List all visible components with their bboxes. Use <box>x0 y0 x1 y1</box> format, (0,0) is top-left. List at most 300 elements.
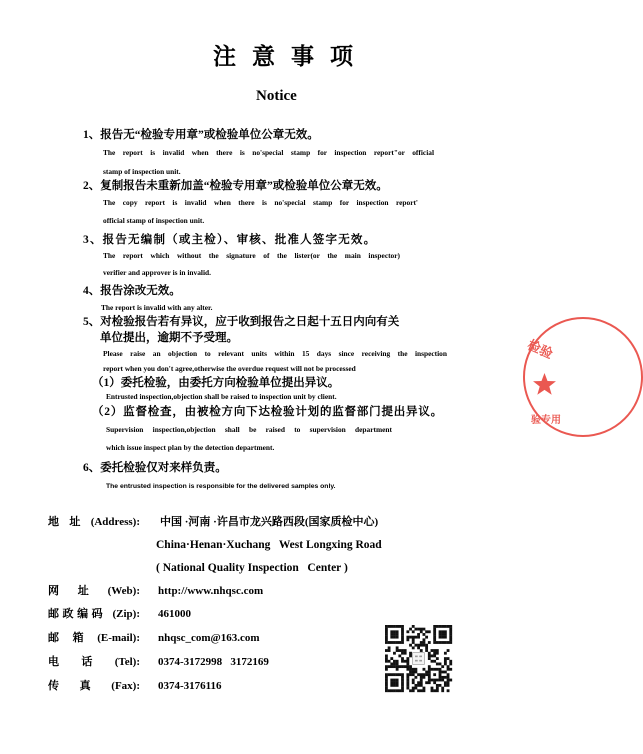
qr-module <box>385 676 388 679</box>
qr-module <box>390 689 393 692</box>
qr-module <box>441 665 444 668</box>
qr-module <box>417 684 420 687</box>
qr-module <box>449 636 452 639</box>
qr-module <box>431 679 434 682</box>
qr-module <box>388 625 391 628</box>
qr-module <box>436 679 439 682</box>
qr-module <box>447 676 450 679</box>
qr-module <box>436 684 439 687</box>
qr-module <box>396 673 399 676</box>
qr-module <box>428 652 431 655</box>
qr-module <box>417 628 420 631</box>
qr-module <box>425 673 428 676</box>
qr-module <box>412 636 415 639</box>
qr-module <box>396 641 399 644</box>
qr-module <box>412 668 415 671</box>
qr-module <box>406 676 409 679</box>
qr-module <box>431 654 434 657</box>
qr-module <box>390 636 393 639</box>
email-label: 邮 箱 (E-mail): <box>48 632 140 644</box>
qr-module <box>396 679 399 682</box>
qr-module <box>420 641 423 644</box>
qr-module <box>409 654 412 657</box>
qr-module <box>412 687 415 690</box>
qr-module <box>439 679 442 682</box>
qr-module <box>447 657 450 660</box>
qr-module <box>433 654 436 657</box>
qr-module <box>441 689 444 692</box>
notice-item-5-en-line-2: report when you don't agree,otherwise the overdue request will not be processed <box>103 364 356 373</box>
qr-module <box>390 630 393 633</box>
qr-module <box>441 633 444 636</box>
qr-module <box>444 636 447 639</box>
qr-module <box>401 636 404 639</box>
qr-module <box>396 681 399 684</box>
qr-module <box>447 679 450 682</box>
qr-module <box>412 671 415 674</box>
qr-module <box>385 633 388 636</box>
qr-module <box>439 673 442 676</box>
qr-module <box>423 641 426 644</box>
notice-subitem-2-zh: （2）监督检查，由被检方向下达检验计划的监督部门提出异议。 <box>92 406 443 418</box>
qr-module <box>433 652 436 655</box>
qr-module <box>401 676 404 679</box>
qr-module <box>390 679 393 682</box>
qr-module <box>428 671 431 674</box>
qr-module <box>428 679 431 682</box>
qr-module <box>433 636 436 639</box>
qr-module <box>423 668 426 671</box>
qr-module <box>414 687 417 690</box>
qr-module <box>401 684 404 687</box>
qr-module <box>420 676 423 679</box>
qr-module <box>431 687 434 690</box>
qr-module <box>412 641 415 644</box>
qr-module <box>449 628 452 631</box>
qr-module <box>385 679 388 682</box>
qr-module <box>414 684 417 687</box>
qr-module <box>444 681 447 684</box>
qr-module <box>390 665 393 668</box>
qr-module <box>433 679 436 682</box>
qr-module <box>417 681 420 684</box>
notice-item-2-zh: 2、复制报告未重新加盖“检验专用章”或检验单位公章无效。 <box>83 180 388 192</box>
qr-module <box>396 636 399 639</box>
qr-module <box>412 646 415 649</box>
qr-module <box>423 673 426 676</box>
qr-module <box>436 641 439 644</box>
fax-number: 0374-3176116 <box>158 680 222 692</box>
qr-module <box>428 668 431 671</box>
web-label: 网 址 (Web): <box>48 585 140 597</box>
tel-label: 电 话 (Tel): <box>48 656 140 668</box>
qr-module <box>390 633 393 636</box>
qr-module <box>420 628 423 631</box>
qr-module <box>433 641 436 644</box>
notice-item-5-zh-line-1: 5、对检验报告若有异议，应于收到报告之日起十五日内向有关 <box>83 316 400 328</box>
qr-module <box>393 673 396 676</box>
qr-module <box>385 681 388 684</box>
notice-item-1-en-line-2: stamp of inspection unit. <box>103 167 181 176</box>
qr-module <box>449 630 452 633</box>
qr-module <box>436 689 439 692</box>
qr-module <box>406 679 409 682</box>
qr-module <box>447 641 450 644</box>
notice-subitem-1-zh: （1）委托检验，由委托方向检验单位提出异议。 <box>92 377 340 389</box>
notice-subitem-2-en-line-1: Supervision inspection,objection shall be raised to supervision department <box>106 425 392 434</box>
qr-module <box>414 668 417 671</box>
qr-module <box>396 668 399 671</box>
qr-module <box>444 630 447 633</box>
qr-module <box>401 673 404 676</box>
qr-module <box>412 630 415 633</box>
notice-item-3-en-line-1: The report which without the signature of the lister(or the main inspector) <box>103 251 400 260</box>
qr-module <box>388 665 391 668</box>
qr-module <box>423 689 426 692</box>
qr-module <box>447 625 450 628</box>
qr-module <box>433 649 436 652</box>
qr-module <box>398 654 401 657</box>
qr-module <box>385 641 388 644</box>
qr-module <box>393 652 396 655</box>
notice-item-3-en-line-2: verifier and approver is in invalid. <box>103 268 211 277</box>
qr-module <box>433 638 436 641</box>
qr-module <box>433 681 436 684</box>
qr-module <box>396 625 399 628</box>
qr-module <box>388 673 391 676</box>
qr-module <box>385 654 388 657</box>
qr-module <box>433 673 436 676</box>
qr-module <box>396 649 399 652</box>
notice-item-4-zh: 4、报告涂改无效。 <box>83 285 181 297</box>
qr-module <box>420 684 423 687</box>
qr-module <box>433 625 436 628</box>
qr-module <box>385 630 388 633</box>
qr-module <box>433 660 436 663</box>
qr-module <box>439 668 442 671</box>
qr-module <box>390 663 393 666</box>
notice-item-3-zh: 3、报告无编制（或主检）、审核、批准人签字无效。 <box>83 234 377 246</box>
qr-module <box>409 652 412 655</box>
qr-module <box>401 679 404 682</box>
qr-code-icon <box>385 625 452 692</box>
qr-module <box>425 630 428 633</box>
qr-module <box>398 649 401 652</box>
qr-module <box>439 671 442 674</box>
qr-module <box>390 681 393 684</box>
qr-module <box>423 644 426 647</box>
qr-module <box>385 665 388 668</box>
qr-module <box>449 668 452 671</box>
qr-module <box>401 630 404 633</box>
qr-module <box>388 649 391 652</box>
notice-subitem-2-en-line-2: which issue inspect plan by the detection department. <box>106 443 275 452</box>
qr-module <box>444 671 447 674</box>
qr-module <box>385 657 388 660</box>
qr-module <box>390 641 393 644</box>
notice-item-6-en: The entrusted inspection is responsible for the delivered samples only. <box>106 483 336 490</box>
qr-module <box>423 676 426 679</box>
qr-module <box>406 660 409 663</box>
qr-module <box>398 673 401 676</box>
qr-module <box>385 687 388 690</box>
qr-module <box>444 633 447 636</box>
qr-module <box>433 630 436 633</box>
qr-module <box>417 646 420 649</box>
qr-module <box>409 665 412 668</box>
notice-subitem-1-en: Entrusted inspection,objection shall be raised to inspection unit by client. <box>106 392 337 401</box>
qr-module <box>393 663 396 666</box>
qr-module <box>396 663 399 666</box>
qr-module <box>412 681 415 684</box>
qr-module <box>396 633 399 636</box>
qr-module <box>425 649 428 652</box>
qr-module <box>436 687 439 690</box>
notice-item-1-en-line-1: The report is invalid when there is no'special stamp for inspection report"or official <box>103 148 434 157</box>
qr-module <box>444 660 447 663</box>
qr-module <box>428 676 431 679</box>
qr-module <box>441 679 444 682</box>
notice-item-5-en-line-1: Please raise an objection to relevant units within 15 days since receiving the inspection <box>103 349 447 358</box>
qr-module <box>447 684 450 687</box>
qr-module <box>406 638 409 641</box>
qr-module <box>417 644 420 647</box>
qr-module <box>401 681 404 684</box>
qr-module <box>436 652 439 655</box>
qr-module <box>385 638 388 641</box>
qr-module <box>436 668 439 671</box>
qr-module <box>414 676 417 679</box>
notice-item-1-zh: 1、报告无“检验专用章”或检验单位公章无效。 <box>83 129 319 141</box>
qr-module <box>436 649 439 652</box>
qr-module <box>393 630 396 633</box>
qr-module <box>433 668 436 671</box>
qr-module <box>398 625 401 628</box>
qr-module <box>420 649 423 652</box>
qr-module <box>441 636 444 639</box>
qr-module <box>406 663 409 666</box>
qr-module <box>431 689 434 692</box>
qr-module <box>439 641 442 644</box>
qr-module <box>425 646 428 649</box>
qr-module <box>401 633 404 636</box>
qr-module <box>396 689 399 692</box>
qr-module <box>449 663 452 666</box>
qr-module <box>401 652 404 655</box>
qr-module <box>393 633 396 636</box>
qr-module <box>401 689 404 692</box>
qr-module <box>385 668 388 671</box>
qr-module <box>444 641 447 644</box>
qr-module <box>425 644 428 647</box>
qr-module <box>447 673 450 676</box>
qr-module <box>385 689 388 692</box>
qr-module <box>401 638 404 641</box>
qr-module <box>428 673 431 676</box>
qr-module <box>423 638 426 641</box>
qr-module <box>385 636 388 639</box>
qr-module <box>444 657 447 660</box>
qr-module <box>412 625 415 628</box>
qr-module <box>444 676 447 679</box>
qr-module <box>398 641 401 644</box>
qr-module <box>420 630 423 633</box>
qr-module <box>428 681 431 684</box>
page-subtitle: Notice <box>256 88 297 104</box>
qr-module <box>433 628 436 631</box>
address-label: 地 址 (Address): <box>48 516 140 528</box>
qr-module <box>406 687 409 690</box>
qr-module <box>420 673 423 676</box>
qr-module <box>439 636 442 639</box>
qr-module <box>439 663 442 666</box>
qr-module <box>439 676 442 679</box>
qr-module <box>401 641 404 644</box>
tel-numbers: 0374-3172998 3172169 <box>158 656 269 668</box>
qr-module <box>406 630 409 633</box>
qr-module <box>385 625 388 628</box>
qr-module <box>396 630 399 633</box>
qr-module <box>393 684 396 687</box>
qr-module <box>444 684 447 687</box>
qr-module <box>439 625 442 628</box>
notice-item-4-en: The report is invalid with any alter. <box>101 303 213 312</box>
inspection-seal <box>520 316 561 440</box>
qr-module <box>433 633 436 636</box>
qr-module <box>404 665 407 668</box>
qr-module <box>420 689 423 692</box>
zip-code: 461000 <box>158 608 191 620</box>
page-title: 注 意 事 项 <box>213 44 353 69</box>
qr-module <box>409 668 412 671</box>
qr-module <box>433 689 436 692</box>
qr-module <box>396 684 399 687</box>
qr-module <box>406 665 409 668</box>
qr-module <box>412 638 415 641</box>
qr-module <box>393 681 396 684</box>
qr-module <box>396 660 399 663</box>
qr-module <box>444 652 447 655</box>
qr-module <box>406 681 409 684</box>
qr-module <box>447 649 450 652</box>
qr-center-logo <box>413 653 425 665</box>
qr-module <box>417 673 420 676</box>
qr-module <box>401 660 404 663</box>
qr-module <box>388 689 391 692</box>
qr-module <box>449 660 452 663</box>
qr-module <box>412 673 415 676</box>
qr-module <box>385 649 388 652</box>
qr-module <box>406 657 409 660</box>
qr-module <box>431 660 434 663</box>
qr-module <box>409 671 412 674</box>
qr-module <box>439 630 442 633</box>
qr-module <box>406 668 409 671</box>
qr-module <box>401 649 404 652</box>
qr-module <box>423 687 426 690</box>
qr-module <box>449 625 452 628</box>
qr-module <box>393 641 396 644</box>
qr-module <box>414 644 417 647</box>
notice-item-2-en-line-2: official stamp of inspection unit. <box>103 216 205 225</box>
qr-module <box>414 628 417 631</box>
qr-module <box>409 628 412 631</box>
qr-module <box>390 684 393 687</box>
qr-module <box>417 633 420 636</box>
qr-module <box>441 676 444 679</box>
qr-module <box>396 646 399 649</box>
qr-module <box>393 679 396 682</box>
qr-module <box>439 684 442 687</box>
qr-module <box>428 654 431 657</box>
qr-module <box>404 649 407 652</box>
qr-module <box>409 644 412 647</box>
qr-module <box>447 681 450 684</box>
qr-module <box>417 689 420 692</box>
qr-module <box>420 681 423 684</box>
notice-item-2-en-line-1: The copy report is invalid when there is no'special stamp for inspection report' <box>103 198 418 207</box>
qr-module <box>449 638 452 641</box>
fax-label: 传 真 (Fax): <box>48 680 140 692</box>
qr-module <box>444 663 447 666</box>
qr-module <box>398 665 401 668</box>
email-address: nhqsc_com@163.com <box>158 632 260 644</box>
web-url: http://www.nhqsc.com <box>158 585 264 597</box>
qr-module <box>441 687 444 690</box>
qr-module <box>393 665 396 668</box>
qr-module <box>420 679 423 682</box>
address-en-line-1: China·Henan·Xuchang West Longxing Road <box>156 539 382 551</box>
qr-module <box>396 665 399 668</box>
qr-module <box>393 636 396 639</box>
qr-module <box>441 625 444 628</box>
zip-label: 邮政编码 (Zip): <box>48 608 140 620</box>
notice-item-5-zh-line-2: 单位提出，逾期不予受理。 <box>100 332 238 344</box>
qr-module <box>393 660 396 663</box>
qr-module <box>393 625 396 628</box>
qr-module <box>414 671 417 674</box>
qr-module <box>385 628 388 631</box>
qr-logo-mark <box>419 660 422 662</box>
qr-module <box>388 641 391 644</box>
qr-module <box>428 665 431 668</box>
qr-module <box>449 641 452 644</box>
qr-module <box>385 673 388 676</box>
qr-module <box>388 660 391 663</box>
qr-logo-mark <box>415 660 418 662</box>
qr-module <box>449 679 452 682</box>
qr-module <box>409 689 412 692</box>
qr-module <box>398 689 401 692</box>
qr-module <box>423 633 426 636</box>
qr-module <box>404 652 407 655</box>
qr-module <box>431 668 434 671</box>
qr-module <box>409 673 412 676</box>
qr-module <box>417 636 420 639</box>
qr-module <box>425 671 428 674</box>
qr-logo-mark <box>419 656 422 658</box>
qr-module <box>401 625 404 628</box>
qr-module <box>401 687 404 690</box>
address-zh: 中国 ·河南 ·许昌市龙兴路西段(国家质检中心) <box>160 516 379 528</box>
qr-module <box>431 649 434 652</box>
seal-top-text: 检验 <box>525 337 556 362</box>
qr-module <box>425 636 428 639</box>
qr-module <box>444 625 447 628</box>
seal-bottom-text: 验专用 <box>531 415 561 426</box>
qr-module <box>441 641 444 644</box>
qr-module <box>441 630 444 633</box>
